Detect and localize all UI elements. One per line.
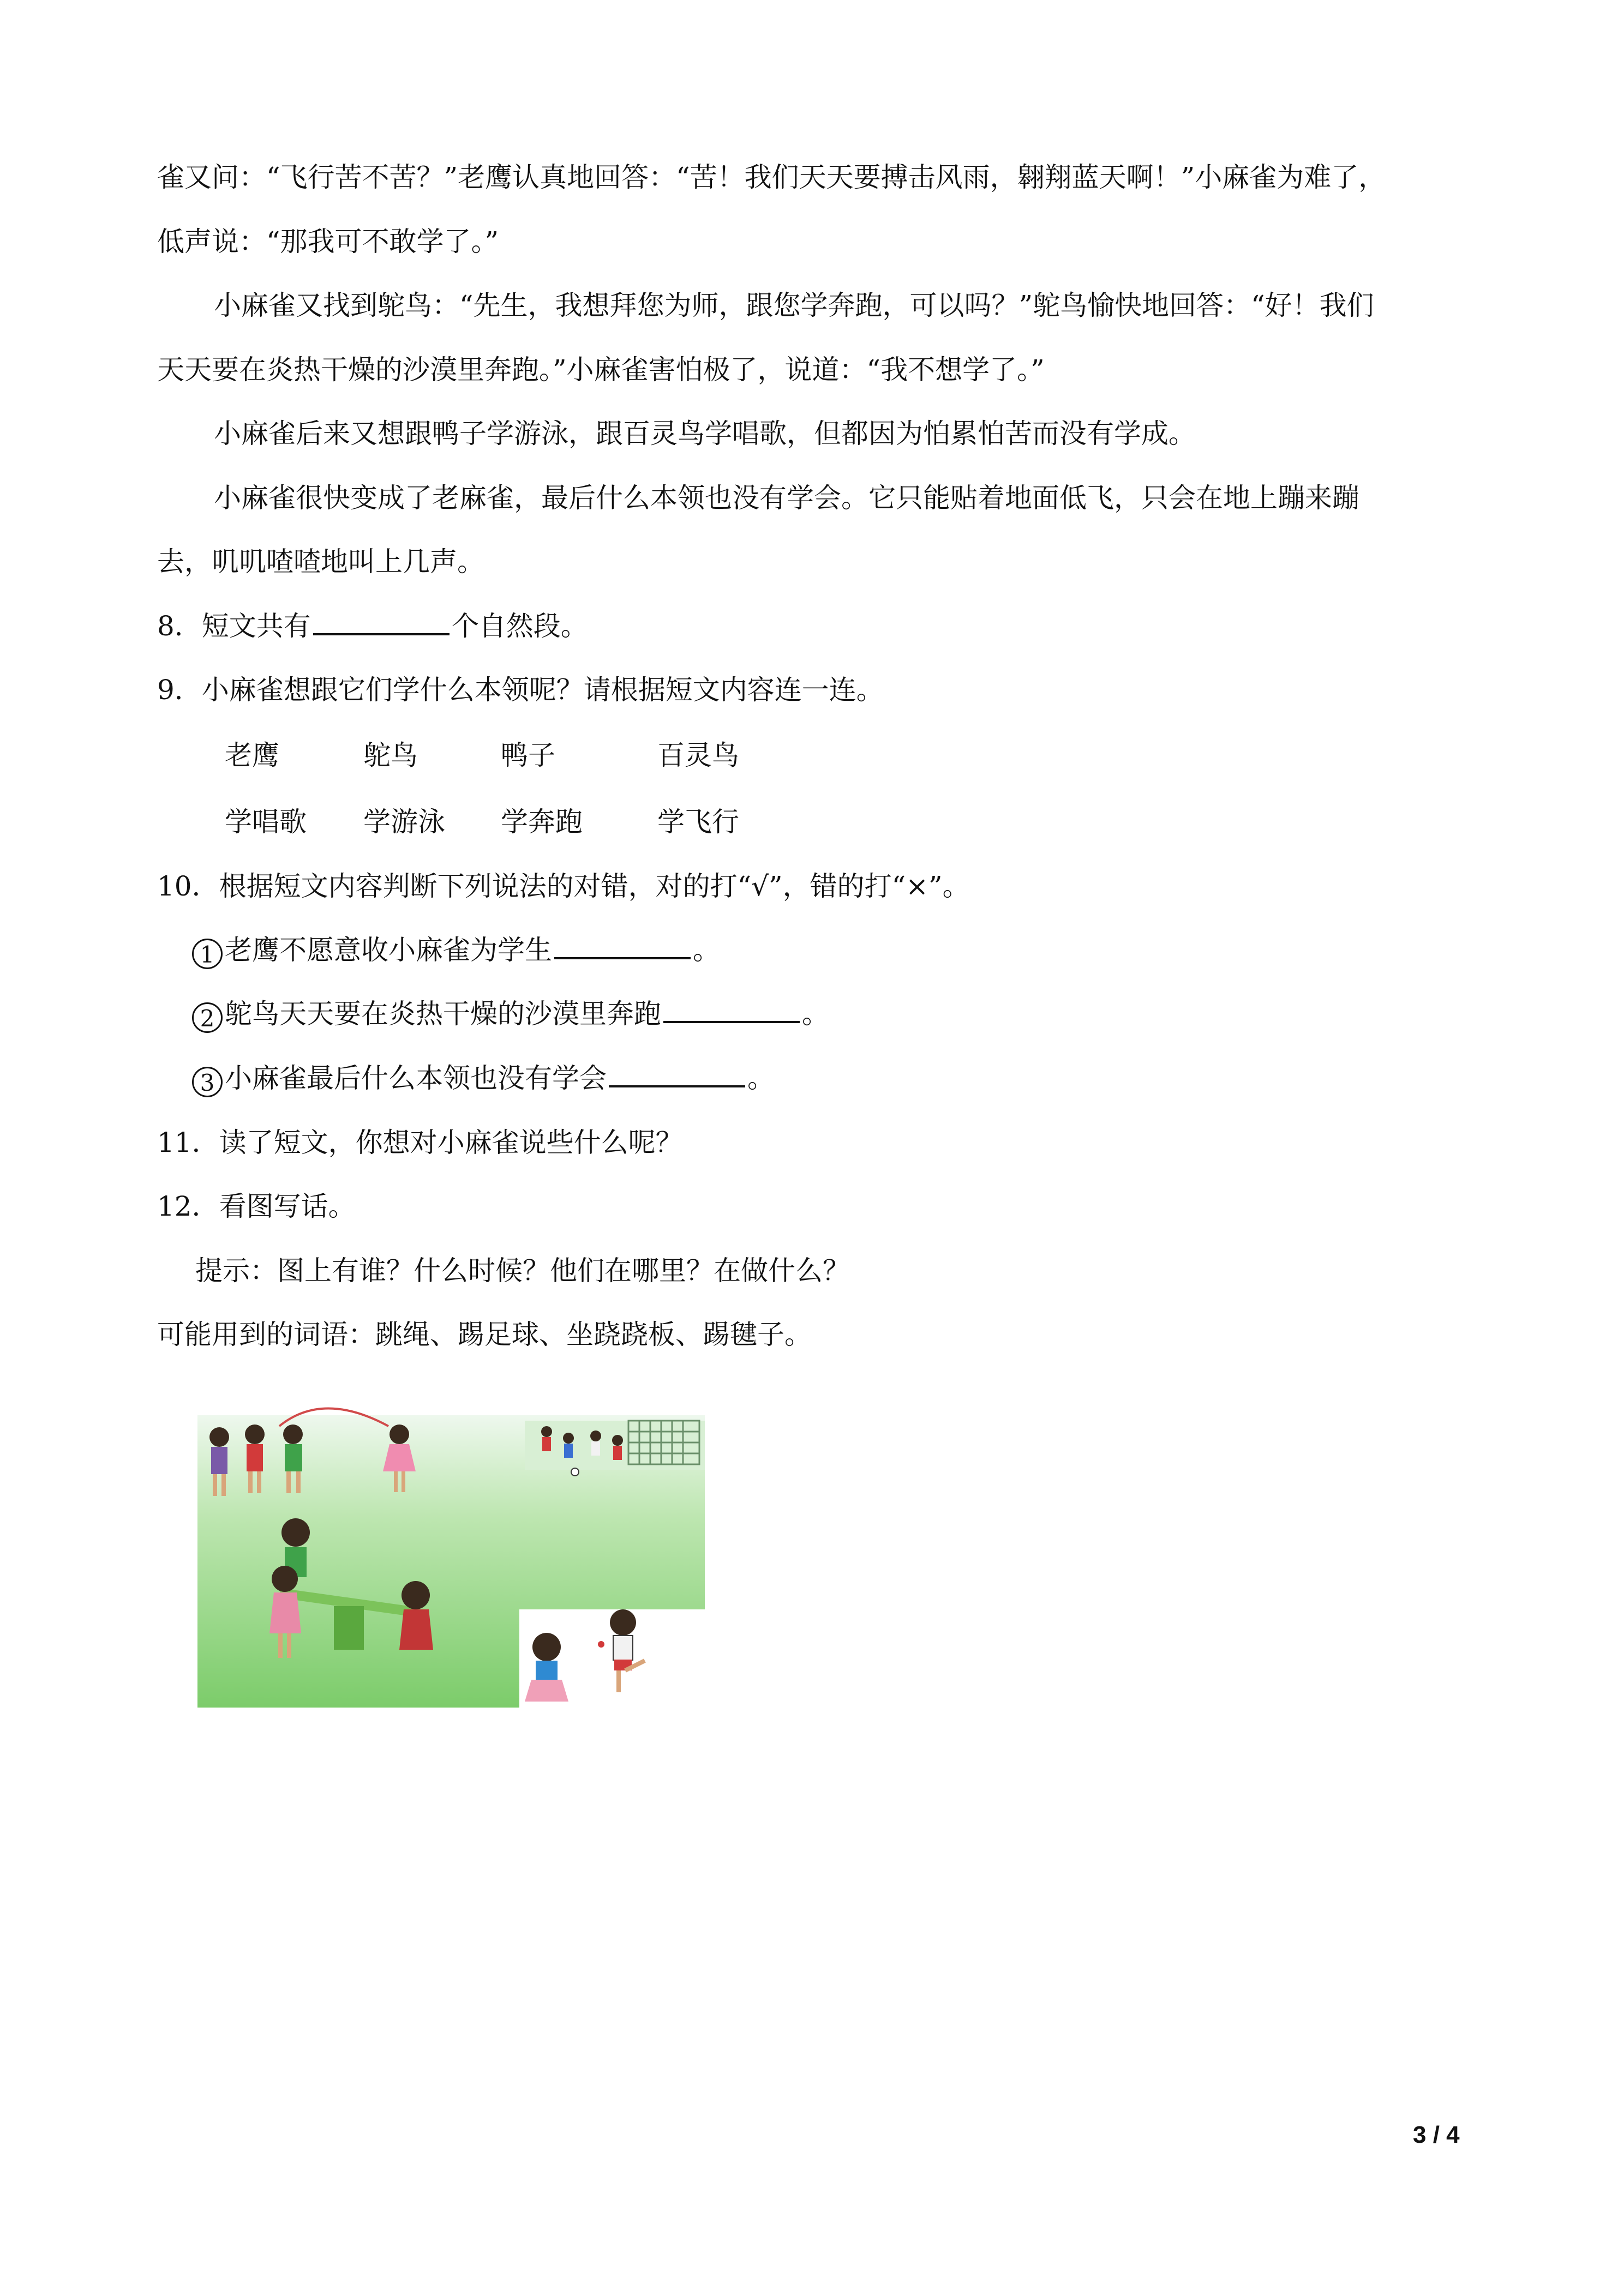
question-8 [157, 607, 588, 645]
skill-label[interactable]: 学奔跑 [501, 806, 583, 838]
passage-line: 小麻雀后来又想跟鸭子学游泳，跟百灵鸟学唱歌，但都因为怕累怕苦而没有学成。 [214, 418, 1196, 449]
item-end: 。 [802, 998, 829, 1030]
question-12-hint: 提示：图上有谁？什么时候？他们在哪里？在做什么？ [195, 1255, 850, 1287]
animal-label[interactable]: 鸭子 [501, 740, 555, 771]
question-12-words: 可能用到的词语：跳绳、踢足球、坐跷跷板、踢毽子。 [157, 1319, 812, 1350]
skill-label[interactable]: 学游泳 [363, 806, 445, 838]
children-shuttlecock [519, 1609, 705, 1708]
question-11: 11．读了短文，你想对小麻雀说些什么呢？ [157, 1127, 683, 1158]
question-10: 10．根据短文内容判断下列说法的对错，对的打“√”，错的打“×”。 [157, 870, 970, 902]
item-end: 。 [747, 1062, 775, 1094]
judgement-item [192, 931, 720, 969]
answer-blank[interactable] [663, 997, 800, 1023]
skill-label[interactable]: 学飞行 [657, 806, 739, 838]
item-text: 鸵鸟天天要在炎热干燥的沙漠里奔跑 [225, 998, 661, 1030]
item-number: 1 [192, 939, 223, 969]
item-text: 老鹰不愿意收小麻雀为学生 [225, 934, 552, 966]
animal-label[interactable]: 百灵鸟 [657, 740, 739, 771]
question-9: 9．小麻雀想跟它们学什么本领呢？请根据短文内容连一连。 [157, 674, 884, 706]
passage-line: 去，叽叽喳喳地叫上几声。 [157, 546, 484, 578]
passage-line: 天天要在炎热干燥的沙漠里奔跑。”小麻雀害怕极了，说道：“我不想学了。” [157, 354, 1045, 386]
judgement-item [192, 1059, 775, 1097]
playground-illustration [197, 1404, 705, 1708]
passage-line: 雀又问：“飞行苦不苦？”老鹰认真地回答：“苦！我们天天要搏击风雨，翱翔蓝天啊！”小麻雀为难了， [157, 161, 1386, 193]
animal-label[interactable]: 鸵鸟 [363, 740, 418, 771]
item-text: 小麻雀最后什么本领也没有学会 [225, 1062, 607, 1094]
item-end: 。 [693, 934, 720, 966]
passage-line: 低声说：“那我可不敢学了。” [157, 226, 499, 257]
question-8-text: 8．短文共有 [157, 610, 311, 642]
judgement-item [192, 995, 829, 1033]
item-number: 3 [192, 1067, 223, 1097]
answer-blank[interactable] [313, 609, 450, 635]
answer-blank[interactable] [554, 933, 691, 959]
item-number: 2 [192, 1002, 223, 1033]
passage-line: 小麻雀又找到鸵鸟：“先生，我想拜您为师，跟您学奔跑，可以吗？”鸵鸟愉快地回答：“好！我们 [214, 290, 1374, 321]
page-number: 3 / 4 [1413, 2121, 1460, 2148]
animal-label[interactable]: 老鹰 [225, 740, 279, 771]
question-12: 12．看图写话。 [157, 1191, 356, 1222]
question-8-text-end: 个自然段。 [451, 610, 588, 642]
answer-blank[interactable] [609, 1061, 745, 1087]
skill-label[interactable]: 学唱歌 [225, 806, 307, 838]
passage-line: 小麻雀很快变成了老麻雀，最后什么本领也没有学会。它只能贴着地面低飞，只会在地上蹦来蹦 [214, 482, 1359, 514]
